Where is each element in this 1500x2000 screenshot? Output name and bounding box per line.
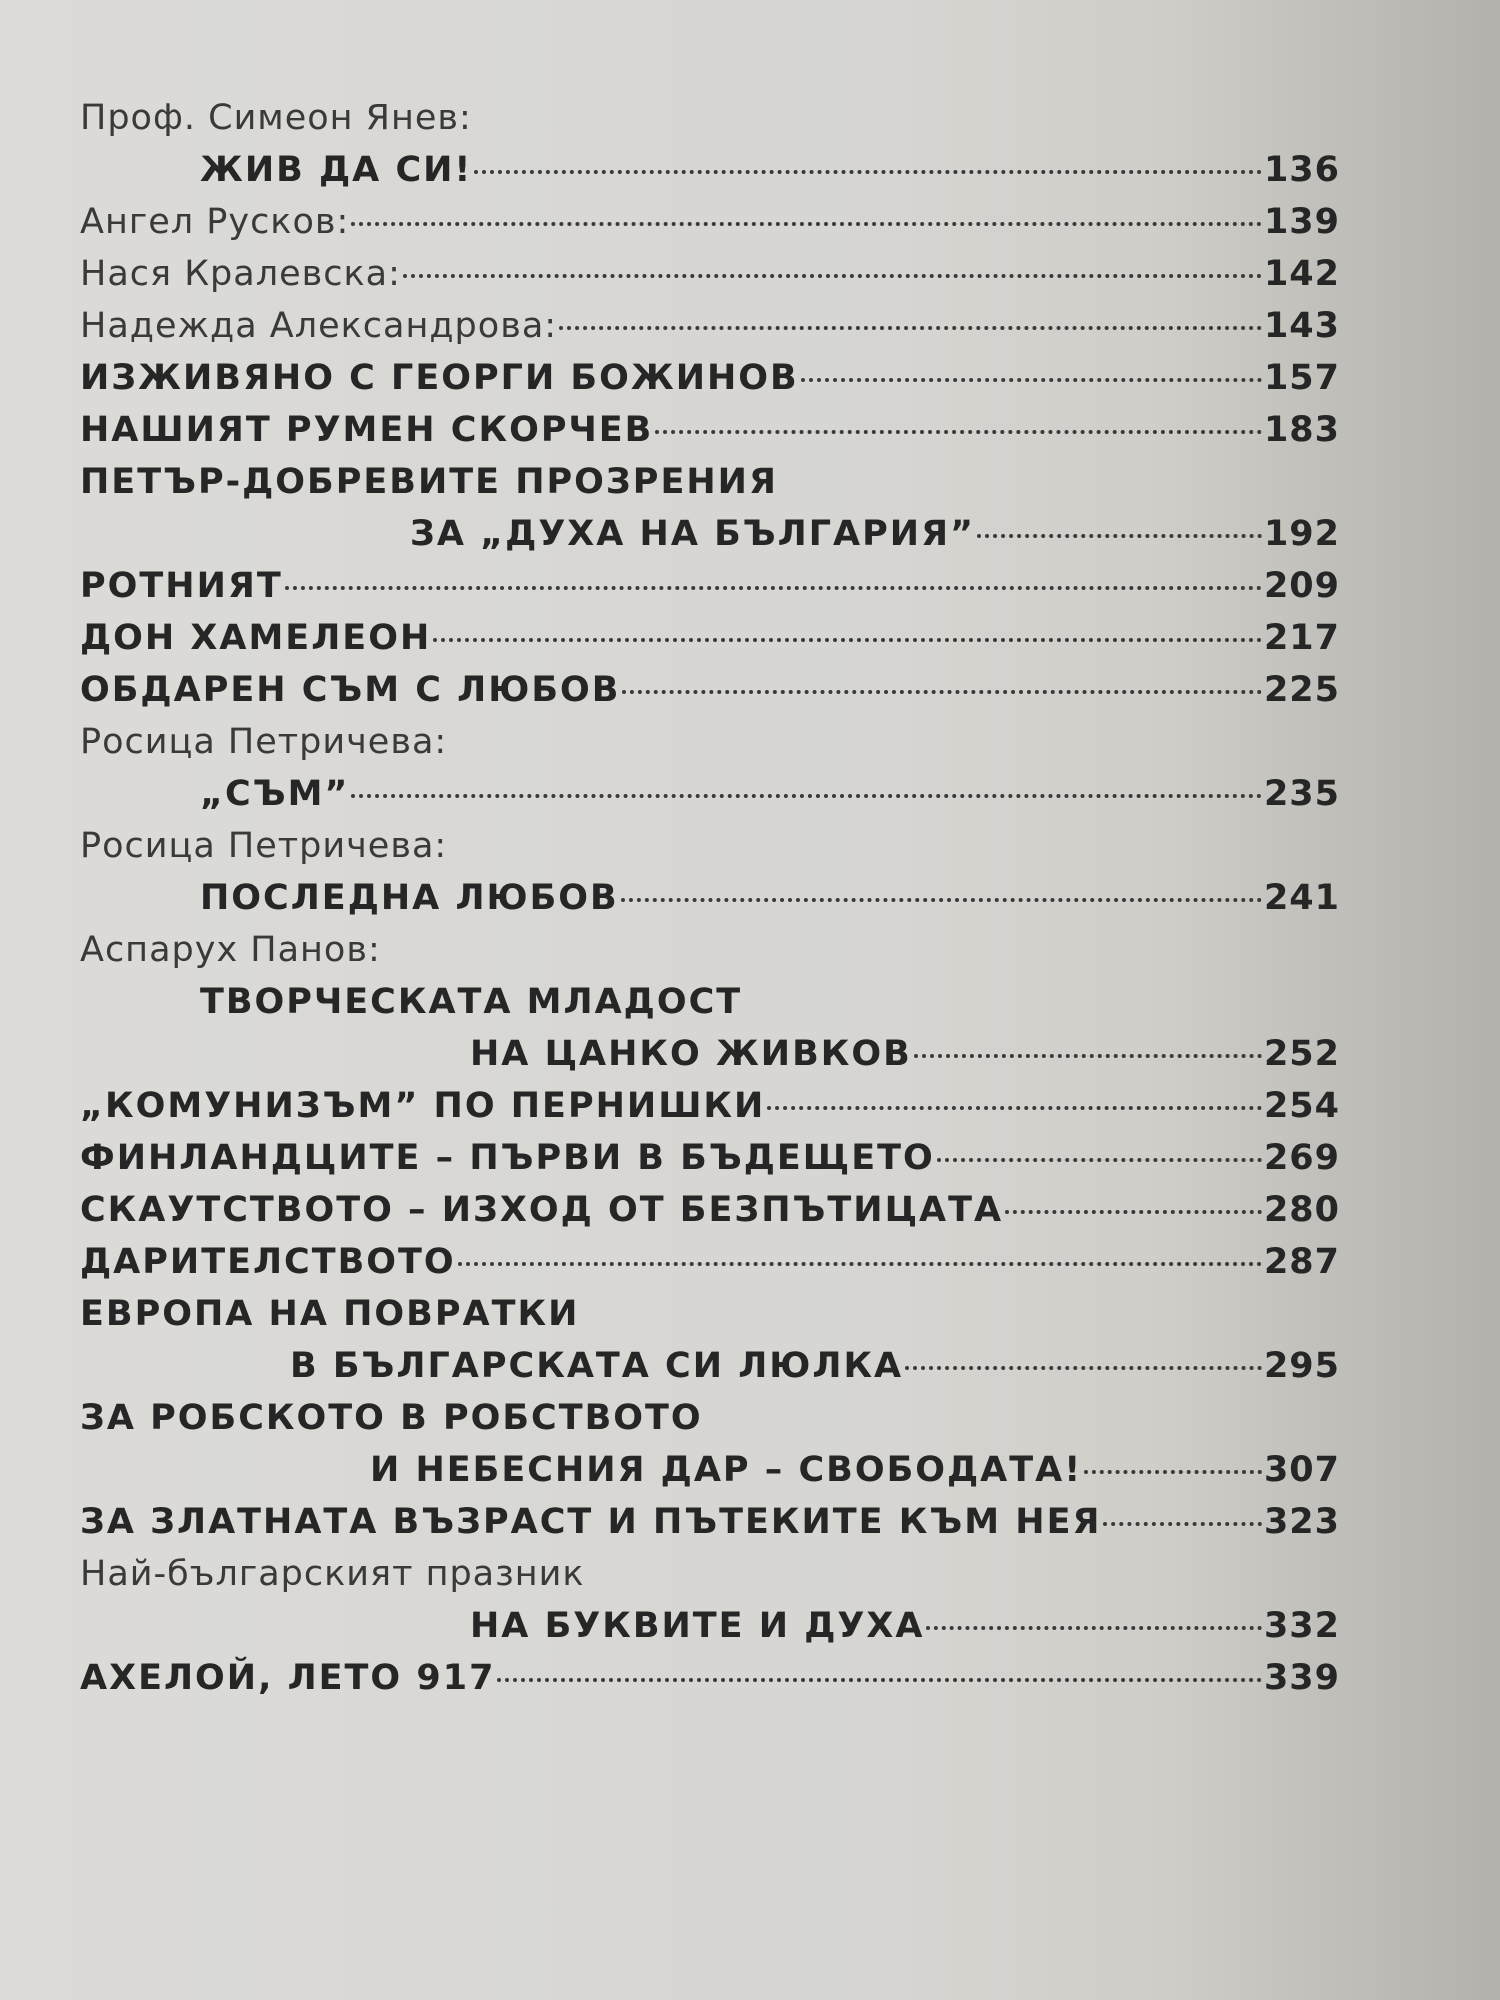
dot-leader	[1005, 1210, 1262, 1214]
dot-leader	[622, 690, 1261, 694]
dot-leader	[351, 222, 1262, 226]
toc-entry-title: В БЪЛГАРСКАТА СИ ЛЮЛКА	[290, 1346, 904, 1386]
toc-page-number: 252	[1263, 1034, 1340, 1074]
toc-entry	[80, 1652, 1340, 1704]
dot-leader	[801, 378, 1262, 382]
toc-entry-title: НА БУКВИТЕ И ДУХА	[470, 1606, 925, 1646]
toc-entry	[80, 1496, 1340, 1548]
toc-entry-title: Росица Петричева:	[80, 722, 448, 762]
toc-page-number: 235	[1263, 774, 1340, 814]
dot-leader	[285, 586, 1262, 590]
toc-page-number: 280	[1263, 1190, 1340, 1230]
toc-entry	[80, 1548, 1340, 1600]
toc-entry-title: „КОМУНИЗЪМ” ПО ПЕРНИШКИ	[80, 1086, 766, 1126]
toc-page-number: 139	[1263, 202, 1340, 242]
toc-page-number: 241	[1263, 878, 1340, 918]
dot-leader	[559, 326, 1262, 330]
toc-entry	[80, 508, 1340, 560]
toc-entry	[80, 144, 1340, 196]
toc-entry-title: Надежда Александрова:	[80, 306, 558, 346]
toc-page-number: 339	[1263, 1658, 1340, 1698]
toc-entry-title: Росица Петричева:	[80, 826, 448, 866]
toc-entry	[80, 92, 1340, 144]
dot-leader	[926, 1626, 1261, 1630]
toc-entry-title: НА ЦАНКО ЖИВКОВ	[470, 1034, 912, 1074]
toc-entry	[80, 1028, 1340, 1080]
toc-entry	[80, 1184, 1340, 1236]
dot-leader	[914, 1054, 1262, 1058]
toc-page-number: 332	[1263, 1606, 1340, 1646]
toc-entry-title: Ангел Русков:	[80, 202, 350, 242]
toc-entry	[80, 612, 1340, 664]
dot-leader	[497, 1678, 1262, 1682]
toc-entry	[80, 1236, 1340, 1288]
toc-entry-title: „СЪМ”	[200, 774, 350, 814]
toc-entry-title: ТВОРЧЕСКАТА МЛАДОСТ	[200, 982, 743, 1022]
toc-entry-title: РОТНИЯТ	[80, 566, 283, 606]
toc-entry	[80, 404, 1340, 456]
toc-entry-title: Нася Кралевска:	[80, 254, 401, 294]
toc-page-number: 307	[1263, 1450, 1340, 1490]
toc-entry-title: Аспарух Панов:	[80, 930, 381, 970]
toc-page-number: 143	[1263, 306, 1340, 346]
toc-entry-title: ЖИВ ДА СИ!	[200, 150, 473, 190]
toc-page-number: 157	[1263, 358, 1340, 398]
toc-page-number: 192	[1263, 514, 1340, 554]
toc-entry	[80, 1288, 1340, 1340]
toc-entry	[80, 976, 1340, 1028]
toc-entry	[80, 1340, 1340, 1392]
dot-leader	[977, 534, 1262, 538]
dot-leader	[655, 430, 1262, 434]
toc-entry-title: ЗА „ДУХА НА БЪЛГАРИЯ”	[410, 514, 976, 554]
toc-entry-title: ОБДАРЕН СЪМ С ЛЮБОВ	[80, 670, 621, 710]
toc-entry-title: АХЕЛОЙ, ЛЕТО 917	[80, 1658, 496, 1698]
toc-entry	[80, 768, 1340, 820]
table-of-contents	[80, 92, 1340, 1704]
toc-entry	[80, 872, 1340, 924]
toc-page-number: 209	[1263, 566, 1340, 606]
dot-leader	[937, 1158, 1262, 1162]
toc-entry-title: ЗА РОБСКОТО В РОБСТВОТО	[80, 1398, 703, 1438]
toc-entry	[80, 924, 1340, 976]
toc-entry	[80, 1600, 1340, 1652]
toc-entry	[80, 716, 1340, 768]
dot-leader	[474, 170, 1262, 174]
toc-entry-title: И НЕБЕСНИЯ ДАР – СВОБОДАТА!	[370, 1450, 1083, 1490]
toc-entry	[80, 456, 1340, 508]
dot-leader	[403, 274, 1262, 278]
toc-entry-title: Проф. Симеон Янев:	[80, 98, 472, 138]
toc-entry-title: НАШИЯТ РУМЕН СКОРЧЕВ	[80, 410, 654, 450]
toc-entry	[80, 352, 1340, 404]
toc-entry-title: ЗА ЗЛАТНАТА ВЪЗРАСТ И ПЪТЕКИТЕ КЪМ НЕЯ	[80, 1502, 1102, 1542]
toc-page-number: 217	[1263, 618, 1340, 658]
toc-entry-title: ПЕТЪР-ДОБРЕВИТЕ ПРОЗРЕНИЯ	[80, 462, 778, 502]
toc-entry	[80, 248, 1340, 300]
toc-entry	[80, 820, 1340, 872]
toc-entry	[80, 196, 1340, 248]
toc-entry-title: ДОН ХАМЕЛЕОН	[80, 618, 432, 658]
toc-entry	[80, 300, 1340, 352]
dot-leader	[351, 794, 1262, 798]
dot-leader	[458, 1262, 1262, 1266]
toc-page-number: 225	[1263, 670, 1340, 710]
dot-leader	[621, 898, 1262, 902]
toc-entry	[80, 560, 1340, 612]
toc-page-number: 136	[1263, 150, 1340, 190]
toc-page-number: 269	[1263, 1138, 1340, 1178]
toc-page-number: 295	[1263, 1346, 1340, 1386]
dot-leader	[905, 1366, 1262, 1370]
toc-entry	[80, 1392, 1340, 1444]
toc-entry-title: ДАРИТЕЛСТВОТО	[80, 1242, 456, 1282]
toc-entry-title: ФИНЛАНДЦИТЕ – ПЪРВИ В БЪДЕЩЕТО	[80, 1138, 935, 1178]
toc-entry-title: СКАУТСТВОТО – ИЗХОД ОТ БЕЗПЪТИЦАТА	[80, 1190, 1004, 1230]
toc-page-number: 323	[1263, 1502, 1340, 1542]
dot-leader	[1084, 1470, 1262, 1474]
toc-page-number: 287	[1263, 1242, 1340, 1282]
toc-page-number: 142	[1263, 254, 1340, 294]
toc-page-number: 183	[1263, 410, 1340, 450]
toc-entry-title: ПОСЛЕДНА ЛЮБОВ	[200, 878, 619, 918]
toc-entry	[80, 1080, 1340, 1132]
toc-page-number: 254	[1263, 1086, 1340, 1126]
dot-leader	[767, 1106, 1262, 1110]
toc-entry-title: Най-българският празник	[80, 1554, 585, 1594]
dot-leader	[1103, 1522, 1262, 1526]
toc-entry-title: ЕВРОПА НА ПОВРАТКИ	[80, 1294, 580, 1334]
toc-entry	[80, 1444, 1340, 1496]
toc-entry-title: ИЗЖИВЯНО С ГЕОРГИ БОЖИНОВ	[80, 358, 799, 398]
dot-leader	[433, 638, 1262, 642]
toc-entry	[80, 664, 1340, 716]
toc-entry	[80, 1132, 1340, 1184]
